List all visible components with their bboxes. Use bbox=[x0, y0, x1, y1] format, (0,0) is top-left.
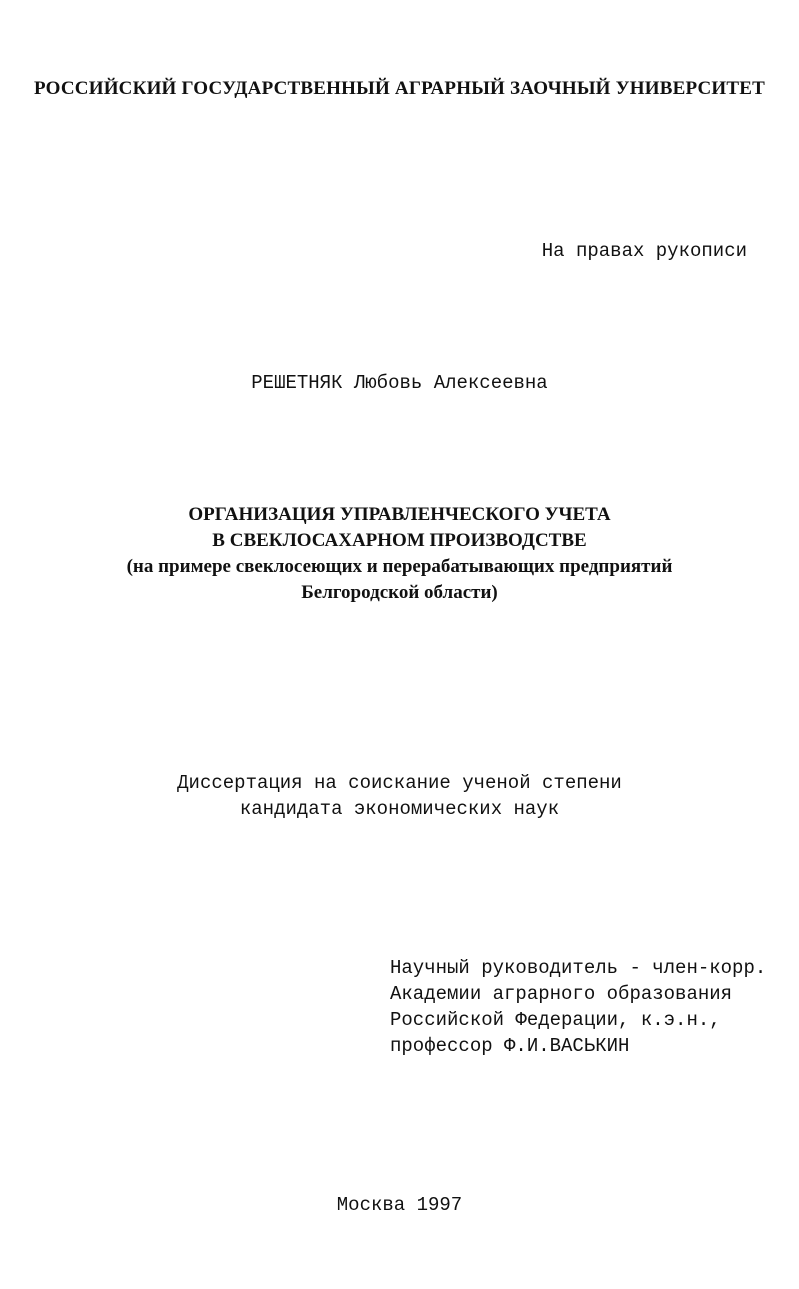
title-line-2: В СВЕКЛОСАХАРНОМ ПРОИЗВОДСТВЕ bbox=[212, 530, 587, 551]
author-name: РЕШЕТНЯК Любовь Алексеевна bbox=[251, 372, 548, 394]
degree-line-2: кандидата экономических наук bbox=[239, 798, 560, 820]
university-name: РОССИЙСКИЙ ГОСУДАРСТВЕННЫЙ АГРАРНЫЙ ЗАОЧНЫЙ УНИВЕРСИТЕТ bbox=[33, 78, 766, 99]
manuscript-rights-note: На правах рукописи bbox=[541, 240, 747, 262]
dissertation-title bbox=[0, 502, 799, 606]
degree-line-1: Диссертация на соискание ученой степени bbox=[177, 772, 622, 794]
city-year: Москва 1997 bbox=[336, 1194, 463, 1216]
supervisor-info bbox=[390, 955, 766, 1059]
supervisor-line-3: Российской Федерации, к.э.н., bbox=[390, 1009, 721, 1031]
supervisor-line-1: Научный руководитель - член-корр. bbox=[390, 957, 767, 979]
degree-statement bbox=[0, 770, 799, 822]
title-line-4: Белгородской области) bbox=[301, 582, 498, 603]
supervisor-line-4: профессор Ф.И.ВАСЬКИН bbox=[390, 1035, 630, 1057]
supervisor-line-2: Академии аграрного образования bbox=[390, 983, 733, 1005]
title-line-1: ОРГАНИЗАЦИЯ УПРАВЛЕНЧЕСКОГО УЧЕТА bbox=[188, 504, 611, 525]
title-line-3: (на примере свеклосеющих и перерабатывающих предприятий bbox=[126, 556, 673, 577]
